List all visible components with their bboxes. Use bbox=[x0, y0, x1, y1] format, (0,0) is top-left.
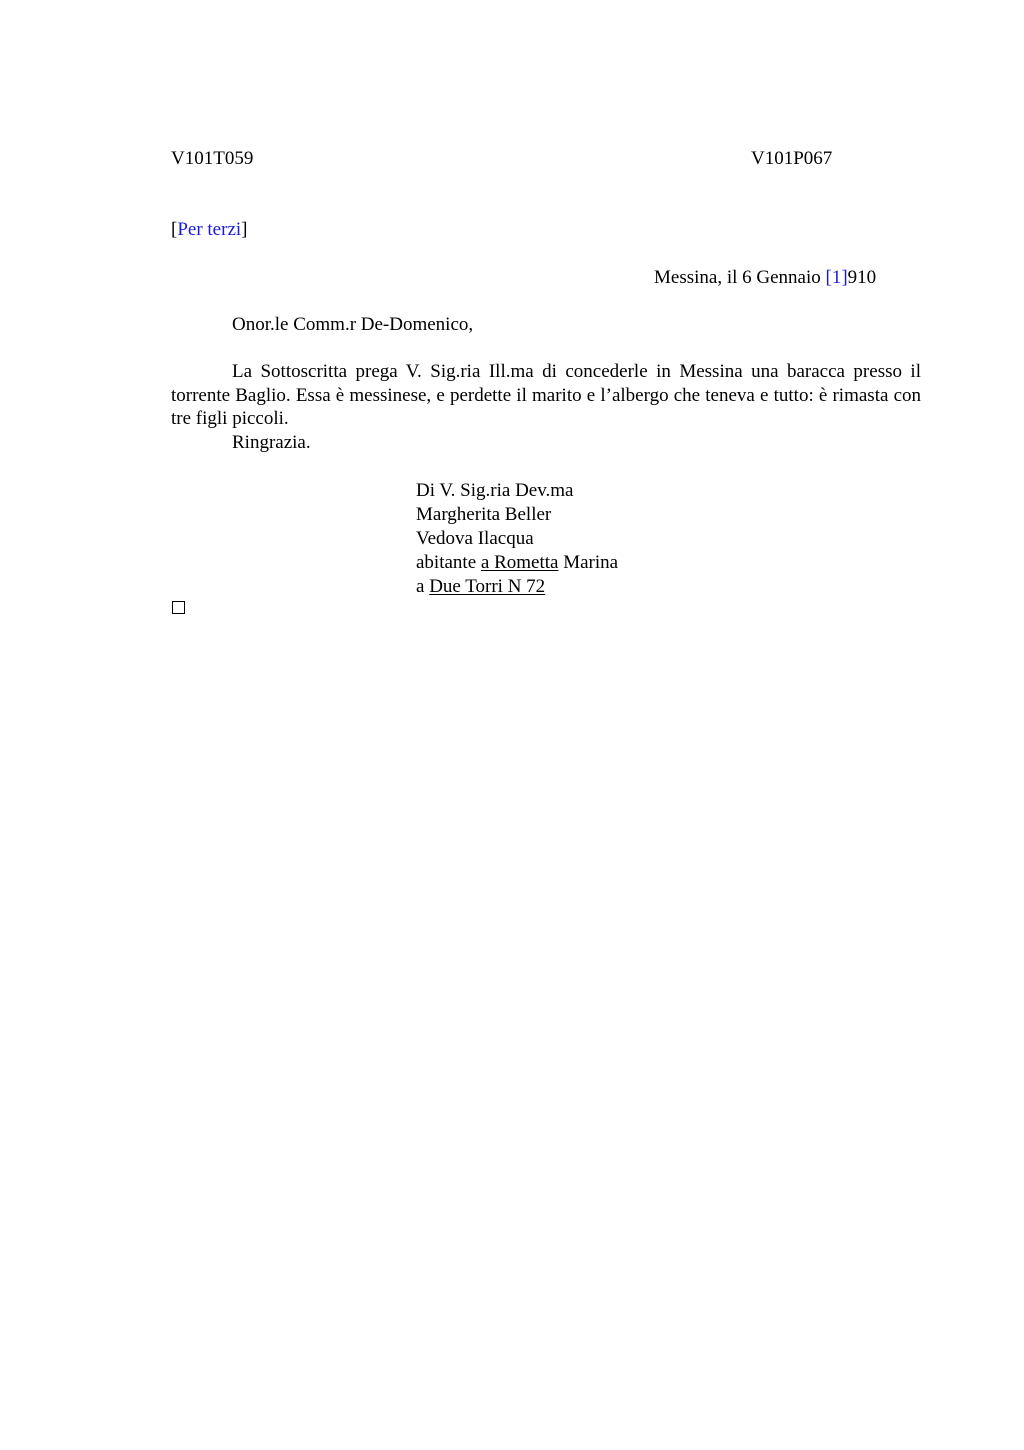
salutation: Onor.le Comm.r De-Domenico, bbox=[232, 314, 474, 335]
signature-line-5-underlined: Due Torri N 72 bbox=[429, 576, 546, 597]
category-close-bracket: ] bbox=[241, 219, 248, 240]
signature-line-4-prefix: abitante bbox=[416, 552, 481, 573]
date-open-bracket: [ bbox=[825, 267, 832, 288]
date-line bbox=[654, 266, 876, 289]
signature-line-4-suffix: Marina bbox=[558, 552, 619, 573]
body-paragraph: La Sottoscritta prega V. Sig.ria Ill.ma di concederle in Messina una baracca presso il torrente Baglio. Essa è messinese, e perdette il marito e l’albergo che teneva e tutto: è rimasta con tre figli piccoli. bbox=[171, 361, 921, 429]
letter-body bbox=[171, 360, 921, 454]
date-prefix: Messina, il 6 Gennaio bbox=[654, 267, 826, 288]
signature-line-3: Vedova Ilacqua bbox=[416, 528, 534, 549]
category-label: Per terzi bbox=[177, 219, 242, 240]
date-close-bracket: ] bbox=[841, 267, 848, 288]
document-code-left: V101T059 bbox=[171, 148, 254, 169]
signature-block bbox=[416, 479, 618, 599]
signature-line-4-underlined: a Rometta bbox=[480, 552, 559, 573]
category-open-bracket: [ bbox=[171, 219, 178, 240]
signature-line-4 bbox=[416, 551, 618, 575]
document-code-right: V101P067 bbox=[751, 148, 833, 169]
date-suffix: 910 bbox=[847, 267, 877, 288]
signature-line-1: Di V. Sig.ria Dev.ma bbox=[416, 480, 574, 501]
body-closing: Ringrazia. bbox=[232, 431, 311, 453]
signature-line-5-prefix: a bbox=[416, 576, 430, 597]
end-box-icon bbox=[172, 601, 185, 614]
date-inserted-digit: 1 bbox=[831, 267, 842, 288]
signature-line-2: Margherita Beller bbox=[416, 504, 552, 525]
category-note bbox=[171, 218, 247, 241]
signature-line-5 bbox=[416, 575, 618, 599]
